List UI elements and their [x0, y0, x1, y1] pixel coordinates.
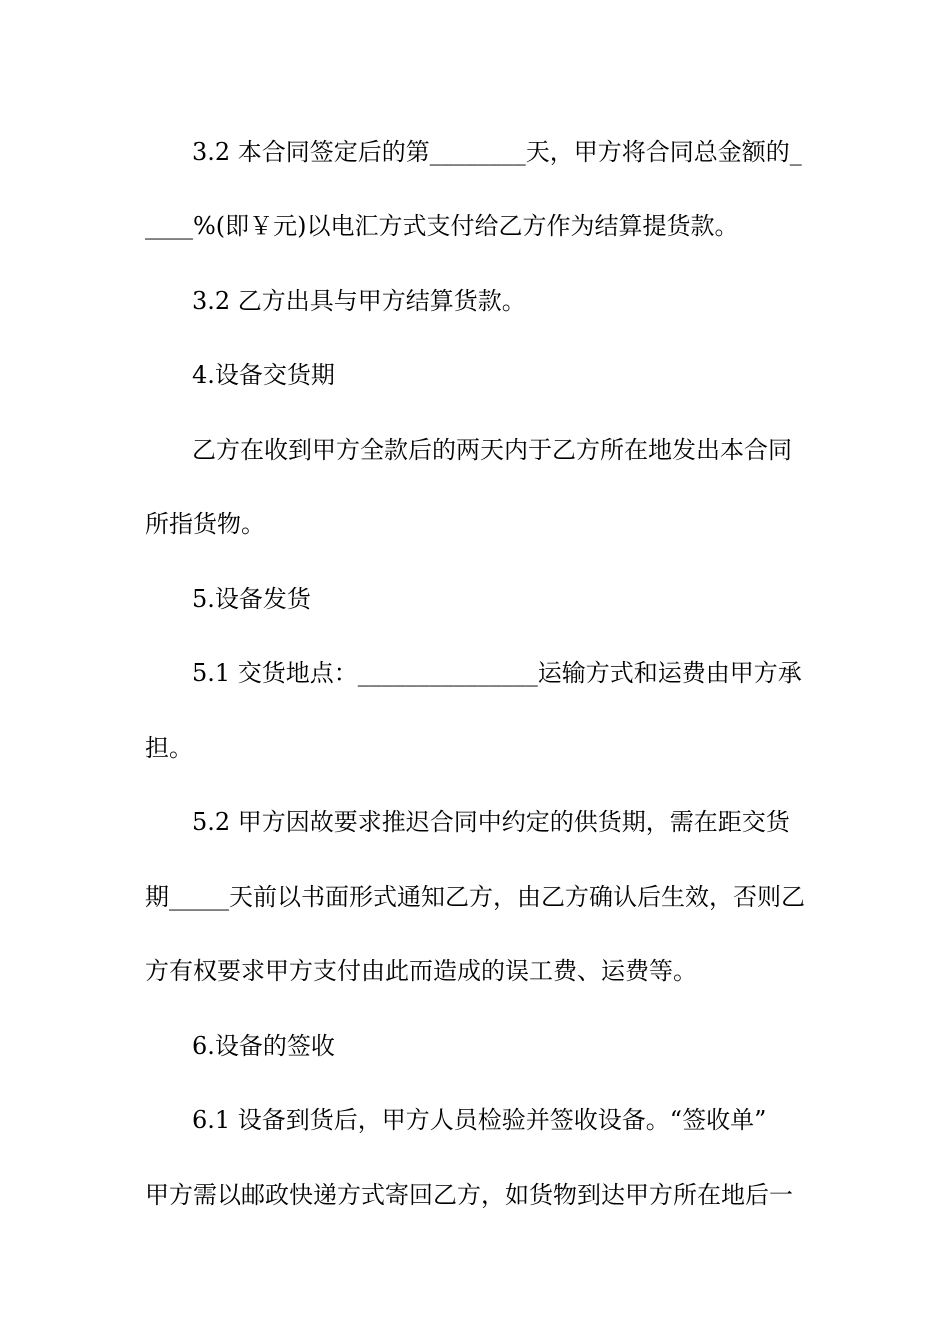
heading-delivery-period: 4.设备交货期 [192, 361, 335, 389]
clause-5-2-line-2: 期_____天前以书面形式通知乙方，由乙方确认后生效，否则乙 [145, 883, 805, 911]
clause-3-2-settlement: 3.2 乙方出具与甲方结算货款。 [192, 287, 526, 315]
clause-5-1-line-2: 担。 [145, 734, 193, 762]
clause-5-1-line-1: 5.1 交货地点：_______________运输方式和运费由甲方承 [192, 659, 802, 687]
heading-acceptance: 6.设备的签收 [192, 1032, 335, 1060]
clause-6-1-line-2: 甲方需以邮政快递方式寄回乙方，如货物到达甲方所在地后一 [145, 1181, 793, 1209]
clause-3-2-payment-line-1: 3.2 本合同签定后的第________天，甲方将合同总金额的_ [192, 138, 802, 166]
clause-5-2-line-1: 5.2 甲方因故要求推迟合同中约定的供货期，需在距交货 [192, 808, 790, 836]
clause-3-2-payment-line-2: ____%(即￥元)以电汇方式支付给乙方作为结算提货款。 [145, 212, 739, 240]
delivery-period-line-1: 乙方在收到甲方全款后的两天内于乙方所在地发出本合同 [192, 436, 792, 464]
heading-shipment: 5.设备发货 [192, 585, 311, 613]
clause-6-1-line-1: 6.1 设备到货后，甲方人员检验并签收设备。“签收单” [192, 1106, 767, 1134]
clause-5-2-line-3: 方有权要求甲方支付由此而造成的误工费、运费等。 [145, 957, 697, 985]
delivery-period-line-2: 所指货物。 [145, 510, 265, 538]
